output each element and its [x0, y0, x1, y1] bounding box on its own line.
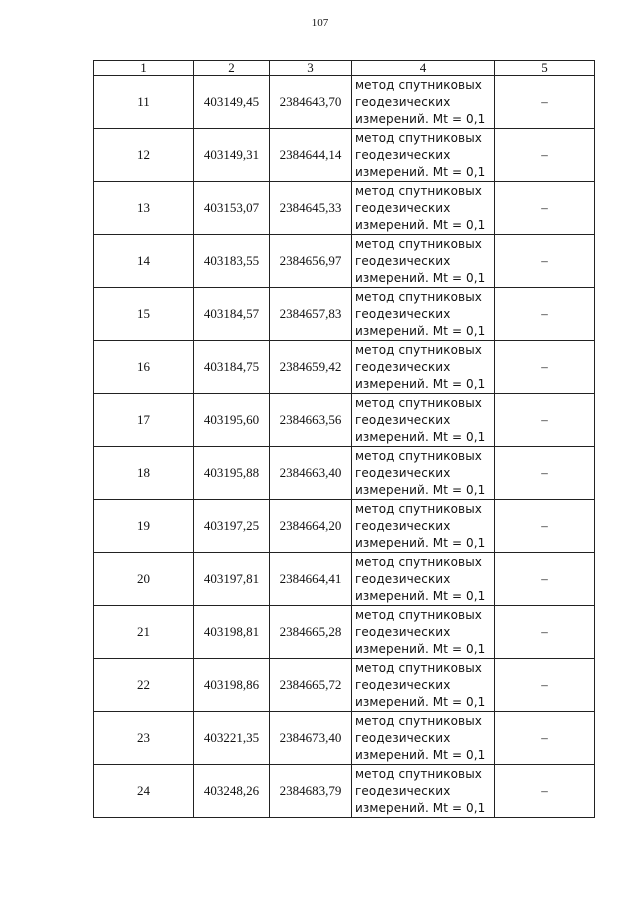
table-row — [94, 129, 595, 182]
method-text-line: измерений. Mt = 0,1 — [355, 800, 486, 815]
point-number-cell: 12 — [94, 129, 194, 182]
method-text-line: геодезических — [355, 571, 451, 586]
table-body — [94, 76, 595, 818]
method-cell — [352, 500, 495, 553]
table-row — [94, 394, 595, 447]
x-coordinate-cell: 403197,81 — [194, 553, 270, 606]
method-cell — [352, 235, 495, 288]
y-coordinate-cell: 2384656,97 — [270, 235, 352, 288]
method-text-line: геодезических — [355, 783, 451, 798]
note-cell: – — [495, 129, 595, 182]
method-text-line: геодезических — [355, 677, 451, 692]
point-number-cell: 19 — [94, 500, 194, 553]
point-number-cell: 24 — [94, 765, 194, 818]
table-row — [94, 235, 595, 288]
method-text-line: метод спутниковых — [355, 342, 482, 357]
method-text-line: метод спутниковых — [355, 501, 482, 516]
method-cell — [352, 288, 495, 341]
method-text-line: измерений. Mt = 0,1 — [355, 270, 486, 285]
method-text-line: геодезических — [355, 306, 451, 321]
y-coordinate-cell: 2384683,79 — [270, 765, 352, 818]
method-text-line: измерений. Mt = 0,1 — [355, 747, 486, 762]
x-coordinate-cell: 403221,35 — [194, 712, 270, 765]
note-cell: – — [495, 659, 595, 712]
method-cell — [352, 712, 495, 765]
y-coordinate-cell: 2384659,42 — [270, 341, 352, 394]
table-row — [94, 712, 595, 765]
y-coordinate-cell: 2384643,70 — [270, 76, 352, 129]
method-text-line: геодезических — [355, 412, 451, 427]
y-coordinate-cell: 2384664,41 — [270, 553, 352, 606]
method-cell — [352, 129, 495, 182]
method-text-line: геодезических — [355, 253, 451, 268]
method-text-line: измерений. Mt = 0,1 — [355, 482, 486, 497]
x-coordinate-cell: 403183,55 — [194, 235, 270, 288]
column-header-5: 5 — [495, 61, 595, 76]
method-cell — [352, 606, 495, 659]
y-coordinate-cell: 2384657,83 — [270, 288, 352, 341]
method-text-line: метод спутниковых — [355, 395, 482, 410]
table-row — [94, 659, 595, 712]
column-header-1: 1 — [94, 61, 194, 76]
note-cell: – — [495, 76, 595, 129]
method-text-line: метод спутниковых — [355, 77, 482, 92]
x-coordinate-cell: 403153,07 — [194, 182, 270, 235]
x-coordinate-cell: 403184,57 — [194, 288, 270, 341]
method-cell — [352, 553, 495, 606]
method-text-line: метод спутниковых — [355, 554, 482, 569]
method-text-line: измерений. Mt = 0,1 — [355, 535, 486, 550]
method-text-line: измерений. Mt = 0,1 — [355, 694, 486, 709]
point-number-cell: 14 — [94, 235, 194, 288]
y-coordinate-cell: 2384665,28 — [270, 606, 352, 659]
point-number-cell: 21 — [94, 606, 194, 659]
note-cell: – — [495, 553, 595, 606]
note-cell: – — [495, 447, 595, 500]
note-cell: – — [495, 182, 595, 235]
method-text-line: измерений. Mt = 0,1 — [355, 164, 486, 179]
point-number-cell: 16 — [94, 341, 194, 394]
method-cell — [352, 447, 495, 500]
point-number-cell: 18 — [94, 447, 194, 500]
point-number-cell: 17 — [94, 394, 194, 447]
y-coordinate-cell: 2384663,40 — [270, 447, 352, 500]
y-coordinate-cell: 2384663,56 — [270, 394, 352, 447]
method-text-line: метод спутниковых — [355, 289, 482, 304]
method-cell — [352, 394, 495, 447]
method-text-line: метод спутниковых — [355, 183, 482, 198]
method-text-line: метод спутниковых — [355, 660, 482, 675]
method-cell — [352, 765, 495, 818]
method-text-line: метод спутниковых — [355, 236, 482, 251]
y-coordinate-cell: 2384664,20 — [270, 500, 352, 553]
note-cell: – — [495, 765, 595, 818]
coordinates-table — [93, 60, 595, 818]
method-text-line: измерений. Mt = 0,1 — [355, 376, 486, 391]
x-coordinate-cell: 403198,86 — [194, 659, 270, 712]
method-text-line: геодезических — [355, 518, 451, 533]
method-text-line: геодезических — [355, 200, 451, 215]
method-text-line: измерений. Mt = 0,1 — [355, 323, 486, 338]
point-number-cell: 15 — [94, 288, 194, 341]
method-text-line: метод спутниковых — [355, 448, 482, 463]
note-cell: – — [495, 341, 595, 394]
y-coordinate-cell: 2384645,33 — [270, 182, 352, 235]
method-text-line: метод спутниковых — [355, 766, 482, 781]
point-number-cell: 11 — [94, 76, 194, 129]
method-text-line: измерений. Mt = 0,1 — [355, 429, 486, 444]
point-number-cell: 13 — [94, 182, 194, 235]
note-cell: – — [495, 500, 595, 553]
column-header-3: 3 — [270, 61, 352, 76]
table-row — [94, 288, 595, 341]
method-text-line: геодезических — [355, 730, 451, 745]
table-header — [94, 61, 595, 76]
page-number: 107 — [311, 17, 329, 29]
method-text-line: метод спутниковых — [355, 607, 482, 622]
point-number-cell: 23 — [94, 712, 194, 765]
y-coordinate-cell: 2384644,14 — [270, 129, 352, 182]
method-text-line: геодезических — [355, 624, 451, 639]
table-row — [94, 606, 595, 659]
note-cell: – — [495, 606, 595, 659]
method-cell — [352, 182, 495, 235]
method-cell — [352, 341, 495, 394]
y-coordinate-cell: 2384673,40 — [270, 712, 352, 765]
column-header-4: 4 — [352, 61, 495, 76]
note-cell: – — [495, 288, 595, 341]
x-coordinate-cell: 403195,88 — [194, 447, 270, 500]
method-text-line: геодезических — [355, 465, 451, 480]
x-coordinate-cell: 403195,60 — [194, 394, 270, 447]
point-number-cell: 20 — [94, 553, 194, 606]
header-row — [94, 61, 595, 76]
x-coordinate-cell: 403149,31 — [194, 129, 270, 182]
x-coordinate-cell: 403149,45 — [194, 76, 270, 129]
table-row — [94, 447, 595, 500]
table-row — [94, 182, 595, 235]
note-cell: – — [495, 235, 595, 288]
method-text-line: метод спутниковых — [355, 713, 482, 728]
method-text-line: метод спутниковых — [355, 130, 482, 145]
table-row — [94, 553, 595, 606]
note-cell: – — [495, 712, 595, 765]
method-text-line: измерений. Mt = 0,1 — [355, 588, 486, 603]
method-text-line: геодезических — [355, 94, 451, 109]
column-header-2: 2 — [194, 61, 270, 76]
table-row — [94, 500, 595, 553]
table-row — [94, 341, 595, 394]
table-row — [94, 76, 595, 129]
y-coordinate-cell: 2384665,72 — [270, 659, 352, 712]
method-text-line: измерений. Mt = 0,1 — [355, 641, 486, 656]
table-row — [94, 765, 595, 818]
x-coordinate-cell: 403248,26 — [194, 765, 270, 818]
method-cell — [352, 76, 495, 129]
method-text-line: геодезических — [355, 147, 451, 162]
x-coordinate-cell: 403198,81 — [194, 606, 270, 659]
x-coordinate-cell: 403197,25 — [194, 500, 270, 553]
method-cell — [352, 659, 495, 712]
x-coordinate-cell: 403184,75 — [194, 341, 270, 394]
method-text-line: измерений. Mt = 0,1 — [355, 111, 486, 126]
note-cell: – — [495, 394, 595, 447]
point-number-cell: 22 — [94, 659, 194, 712]
method-text-line: геодезических — [355, 359, 451, 374]
method-text-line: измерений. Mt = 0,1 — [355, 217, 486, 232]
